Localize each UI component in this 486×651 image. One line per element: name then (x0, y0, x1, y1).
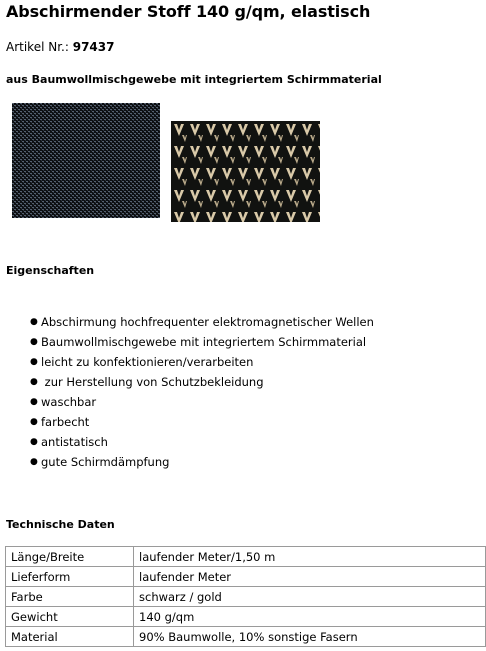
table-value: laufender Meter (134, 567, 486, 587)
table-key: Länge/Breite (6, 547, 134, 567)
bullet-icon: ● (30, 437, 38, 447)
table-value: laufender Meter/1,50 m (134, 547, 486, 567)
table-key: Lieferform (6, 567, 134, 587)
bullet-icon: ● (30, 417, 38, 427)
table-row (6, 627, 486, 647)
bullet-icon: ● (30, 457, 38, 467)
bullet-icon: ● (30, 357, 38, 367)
technische-daten-heading: Technische Daten (6, 518, 115, 531)
list-item-text: antistatisch (41, 435, 108, 449)
bullet-icon: ● (30, 397, 38, 407)
list-item-text: gute Schirmdämpfung (41, 455, 170, 469)
table-key: Gewicht (6, 607, 134, 627)
list-item-text: Abschirmung hochfrequenter elektromagnetischer Wellen (41, 315, 374, 329)
page-title: Abschirmender Stoff 140 g/qm, elastisch (6, 2, 371, 21)
bullet-icon: ● (30, 337, 38, 347)
table-key: Material (6, 627, 134, 647)
table-value: schwarz / gold (134, 587, 486, 607)
eigenschaften-heading: Eigenschaften (6, 264, 95, 277)
technical-data-table (5, 546, 486, 647)
article-value: 97437 (72, 40, 115, 54)
article-number (6, 40, 114, 54)
fabric-pattern-image (171, 121, 320, 222)
properties-list (30, 314, 374, 474)
table-value: 140 g/qm (134, 607, 486, 627)
list-item-text: farbecht (41, 415, 90, 429)
table-row (6, 567, 486, 587)
list-item-text: leicht zu konfektionieren/verarbeiten (41, 355, 254, 369)
bullet-icon: ● (30, 317, 38, 327)
table-row (6, 587, 486, 607)
table-value: 90% Baumwolle, 10% sonstige Fasern (134, 627, 486, 647)
list-item-text: Baumwollmischgewebe mit integriertem Schirmmaterial (41, 335, 367, 349)
fabric-weave-image (12, 103, 160, 218)
list-item (30, 374, 374, 394)
table-key: Farbe (6, 587, 134, 607)
list-item (30, 354, 374, 374)
bullet-icon: ● (30, 377, 38, 387)
list-item (30, 414, 374, 434)
list-item-text: zur Herstellung von Schutzbekleidung (41, 375, 264, 389)
table-row (6, 607, 486, 627)
article-label: Artikel Nr.: (6, 40, 73, 54)
list-item (30, 314, 374, 334)
list-item (30, 334, 374, 354)
product-subtitle: aus Baumwollmischgewebe mit integriertem Schirmmaterial (6, 73, 382, 86)
list-item-text: waschbar (41, 395, 97, 409)
list-item (30, 454, 374, 474)
table-row (6, 547, 486, 567)
list-item (30, 434, 374, 454)
list-item (30, 394, 374, 414)
